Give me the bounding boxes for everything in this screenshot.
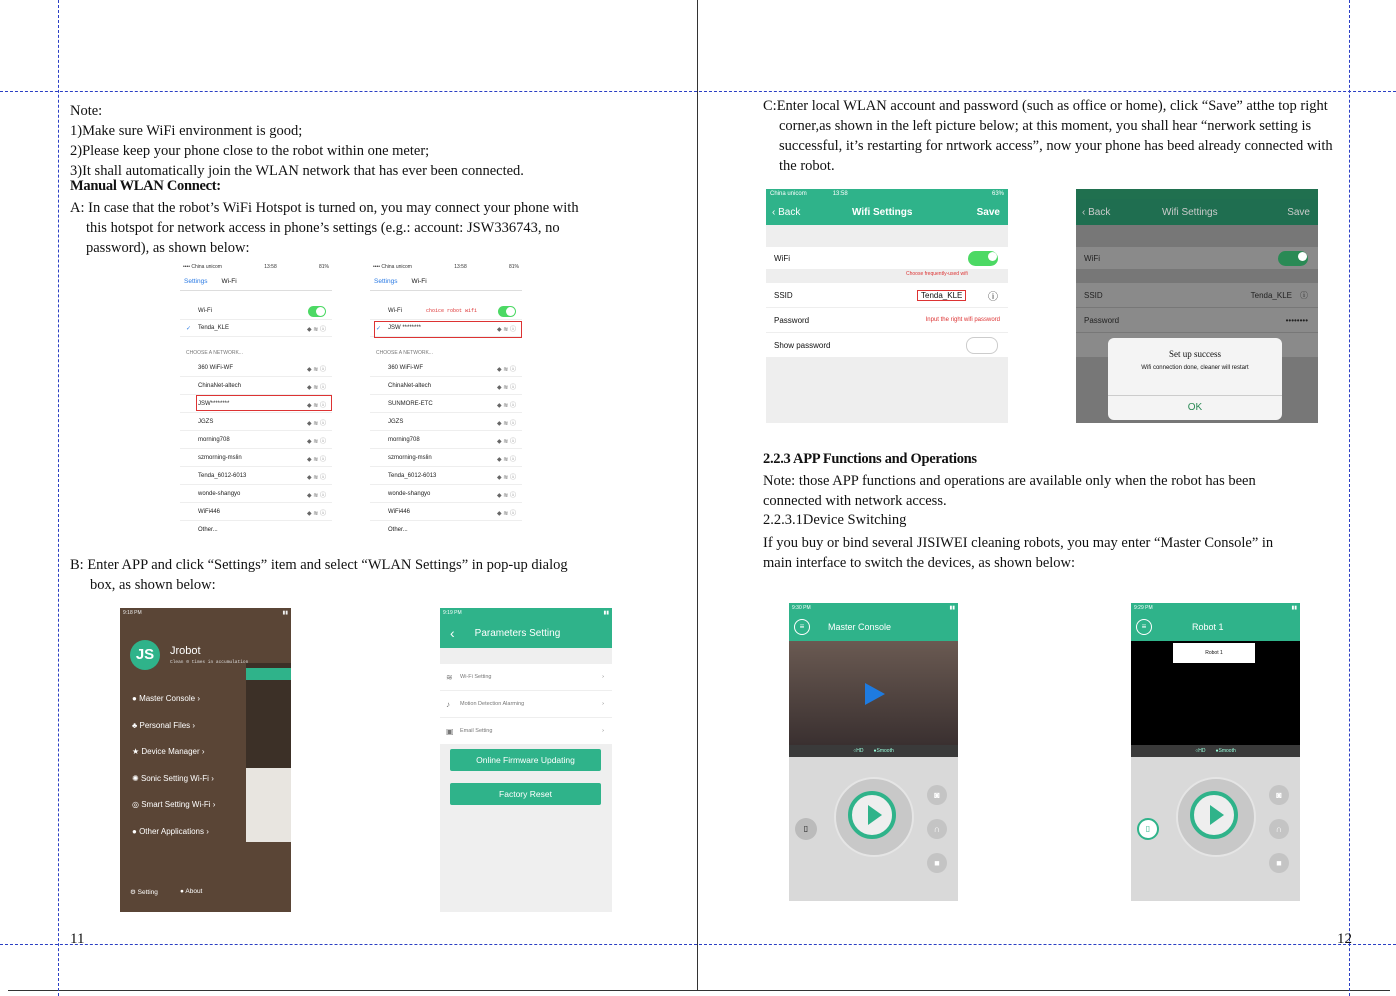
page-number-left: 11: [70, 931, 85, 947]
quality-bar: [789, 745, 958, 757]
crop-line-top: [0, 91, 1396, 92]
para-line-2: connected with network access.: [763, 493, 947, 509]
step-c-line-2: corner,as shown in the left picture below; at this moment, you shall hear “nerwork setting is: [779, 118, 1312, 134]
wifi-toggle-row: Wi-Fi choice robot wifi: [370, 303, 522, 320]
app-subtitle: Clean 0 times in accumulation: [170, 660, 249, 665]
ssid-input[interactable]: Tenda_KLE: [917, 290, 966, 301]
app-menu-screenshot: 9:18 PM ▮▮ JS Jrobot Clean 0 times in accumulation ● Master Console › ♣ Personal Files › ★ Device Manager › ✺ Sonic Setting Wi-Fi › ◎ Smart Setting Wi-Fi › ● Other Applications › ⚙ Setting ● About: [120, 608, 291, 912]
start-icon[interactable]: [1210, 805, 1224, 825]
back-link[interactable]: Settings: [374, 277, 398, 285]
play-icon[interactable]: [865, 683, 885, 705]
step-b-line-1: B: Enter APP and click “Settings” item and select “WLAN Settings” in pop-up dialog: [70, 557, 568, 573]
network-item[interactable]: wonde-shangyo ◆ ≋ ⓘ: [370, 486, 522, 503]
network-item[interactable]: morning708 ◆ ≋ ⓘ: [370, 432, 522, 449]
network-item[interactable]: Other...: [180, 522, 332, 534]
menu-icon[interactable]: ≡: [794, 619, 810, 635]
wifi-toggle-row: Wi-Fi: [180, 303, 332, 320]
dialog-title: Set up success: [1169, 349, 1221, 359]
annotation-ssid: Choose frequently-used wifi: [906, 271, 968, 277]
annotation-password: Input the right wifi password: [925, 317, 1000, 323]
dialog-message: Wifi connection done, cleaner will restart: [1141, 365, 1249, 371]
show-password-row: Show password: [766, 333, 1008, 357]
master-console-screenshot: 9:30 PM ▮▮ ≡ Master Console ○HD ●Smooth ▯ ◙ ∩ ■: [789, 603, 958, 901]
firmware-update-button[interactable]: Online Firmware Updating: [450, 749, 601, 771]
connected-network-row[interactable]: ✓ Tenda_KLE ◆ ≋ ⓘ: [180, 320, 332, 337]
wifi-icon: ≋: [446, 672, 453, 682]
network-item[interactable]: SUNMORE-ETC ◆ ≋ ⓘ: [370, 396, 522, 413]
battery-icon: ▯: [795, 818, 817, 840]
params-header: [440, 618, 612, 648]
network-item[interactable]: wonde-shangyo ◆ ≋ ⓘ: [180, 486, 332, 503]
menu-icon[interactable]: ≡: [1136, 619, 1152, 635]
wifi-header: [766, 199, 1008, 225]
nav-title: Wi-Fi: [411, 277, 427, 285]
menu-item[interactable]: ◎ Smart Setting Wi-Fi ›: [132, 800, 216, 809]
headphone-icon[interactable]: ∩: [1269, 819, 1289, 839]
connected-network-row[interactable]: ✓ JSW ******** ◆ ≋ ⓘ: [370, 320, 522, 337]
menu-item[interactable]: ★ Device Manager ›: [132, 747, 205, 756]
nav-title: Wi-Fi: [221, 277, 237, 285]
robot-dropdown-item[interactable]: Robot 1: [1173, 643, 1255, 663]
ssid-row: SSID Tenda_KLE ⓘ: [766, 283, 1008, 308]
hd-option[interactable]: ○HD: [1195, 748, 1206, 754]
network-item[interactable]: JSW******** ◆ ≋ ⓘ: [180, 396, 332, 413]
note-item-2: 2)Please keep your phone close to the robot within one meter;: [70, 143, 430, 159]
camera-icon[interactable]: ◙: [927, 785, 947, 805]
ios-wifi-screenshot-1: •••• China unicom 13:58 81% Settings Wi-Fi Wi-Fi ✓ Tenda_KLE ◆ ≋ ⓘ CHOOSE A NETWORK... 360 WiFi-WF ◆ ≋ ⓘ ChinaNet-altech ◆ ≋ ⓘ JSW******** ◆ ≋ ⓘ JGZS ◆ ≋ ⓘ morning708 ◆ ≋ ⓘ szmorning-mslin ◆ ≋ ⓘ Tenda_6012-6013 ◆ ≋ ⓘ wonde-shangyo ◆ ≋ ⓘ WiFi446 ◆ ≋ ⓘ Other...: [180, 262, 332, 534]
hd-option[interactable]: ○HD: [853, 748, 864, 754]
ok-button[interactable]: OK: [1108, 395, 1282, 420]
network-item[interactable]: WiFi446 ◆ ≋ ⓘ: [180, 504, 332, 521]
network-item[interactable]: morning708 ◆ ≋ ⓘ: [180, 432, 332, 449]
sonic-icon: ✺: [132, 773, 141, 783]
menu-item[interactable]: ♣ Personal Files ›: [132, 720, 196, 730]
params-title: Parameters Setting: [474, 627, 561, 639]
choose-network-label: CHOOSE A NETWORK...: [186, 349, 243, 356]
password-row[interactable]: Password Input the right wifi password: [766, 308, 1008, 333]
network-item[interactable]: Other...: [370, 522, 522, 534]
parameters-screenshot: 9:19 PM ▮▮ ‹ Parameters Setting ≋ Wi-Fi Setting › ♪ Motion Detection Alarming › ▣ Email Setting › Online Firmware Updating Factory Reset: [440, 608, 612, 912]
page-divider: [697, 0, 698, 990]
bottom-border: [8, 990, 1390, 991]
wifi-toggle[interactable]: [968, 251, 998, 266]
video-feed: [789, 641, 958, 745]
wifi-row: WiFi: [766, 247, 1008, 269]
smooth-option[interactable]: ●Smooth: [873, 748, 894, 754]
setting-link[interactable]: ⚙ Setting: [130, 889, 158, 896]
crop-line-bottom: [0, 944, 1396, 945]
console-icon: ●: [132, 694, 140, 703]
robot-title: Robot 1: [1192, 622, 1224, 632]
network-item[interactable]: Tenda_6012-6013 ◆ ≋ ⓘ: [370, 468, 522, 485]
network-item[interactable]: WiFi446 ◆ ≋ ⓘ: [370, 504, 522, 521]
network-item[interactable]: szmorning-mslin ◆ ≋ ⓘ: [370, 450, 522, 467]
star-icon: ★: [132, 747, 142, 756]
info-icon[interactable]: ⓘ: [988, 291, 998, 303]
direction-pad[interactable]: [834, 777, 914, 857]
video-feed: [1131, 641, 1300, 745]
success-dialog: [1108, 338, 1282, 420]
robot-switch-screenshot: 9:29 PM ▮▮ ≡ Robot 1 Robot 1 ○HD ●Smooth ▯ ◙ ∩ ■: [1131, 603, 1300, 901]
app-logo: JS: [130, 640, 160, 670]
para-line-5: main interface to switch the devices, as shown below:: [763, 555, 1076, 571]
note-item-3: 3)It shall automatically join the WLAN network that has ever been connected.: [70, 163, 524, 179]
note-item-1: 1)Make sure WiFi environment is good;: [70, 123, 303, 139]
quality-bar: [1131, 745, 1300, 757]
smart-icon: ◎: [132, 800, 142, 809]
about-link[interactable]: ● About: [180, 888, 203, 895]
network-item[interactable]: ChinaNet-altech ◆ ≋ ⓘ: [370, 378, 522, 395]
step-c-line-4: the robot.: [779, 158, 835, 174]
lock-icon: ▣: [446, 726, 454, 736]
wifi-settings-screenshot: China unicom 13:58 63% ‹ Back Wifi Settings Save WiFi Choose frequently-used wifi SSID Tenda_KLE ⓘ Password Input the right wifi password Show password: [766, 189, 1008, 423]
choose-network-label: CHOOSE A NETWORK...: [376, 349, 433, 356]
factory-reset-button[interactable]: Factory Reset: [450, 783, 601, 805]
show-password-toggle[interactable]: [966, 337, 998, 354]
wifi-title: Wifi Settings: [852, 206, 913, 218]
start-icon[interactable]: [868, 805, 882, 825]
bell-icon: ♪: [446, 699, 450, 709]
network-item[interactable]: 360 WiFi-WF ◆ ≋ ⓘ: [180, 360, 332, 377]
menu-item[interactable]: ● Other Applications ›: [132, 826, 209, 836]
network-item[interactable]: JGZS ◆ ≋ ⓘ: [180, 414, 332, 431]
app-name: Jrobot: [170, 645, 201, 657]
battery-icon: ▯: [1137, 818, 1159, 840]
step-b-line-2: box, as shown below:: [90, 577, 216, 593]
network-item[interactable]: 360 WiFi-WF ◆ ≋ ⓘ: [370, 360, 522, 377]
wifi-success-screenshot: ‹ Back Wifi Settings Save WiFi SSID Tenda_KLE ⓘ Password •••••••• Set up success Wifi connection done, cleaner will restart OK: [1076, 189, 1318, 423]
video-icon[interactable]: ■: [1269, 853, 1289, 873]
apps-icon: ●: [132, 826, 140, 836]
step-c-line-3: successful, it’s restarting for nrtwork access”, now your phone has beed already connected with: [779, 138, 1333, 154]
annotation: choice robot wifi: [426, 308, 478, 314]
back-button[interactable]: ‹ Back: [772, 206, 801, 218]
params-row-email[interactable]: ▣ Email Setting ›: [446, 726, 604, 736]
back-link[interactable]: Settings: [184, 277, 208, 285]
camera-icon[interactable]: ◙: [1269, 785, 1289, 805]
step-a-line-1: A: In case that the robot’s WiFi Hotspot is turned on, you may connect your phone with: [70, 200, 579, 216]
headphone-icon[interactable]: ∩: [927, 819, 947, 839]
menu-item[interactable]: ✺ Sonic Setting Wi-Fi ›: [132, 773, 214, 783]
menu-item[interactable]: ● Master Console ›: [132, 694, 200, 703]
direction-pad[interactable]: [1176, 777, 1256, 857]
para-line-1: Note: those APP functions and operations are available only when the robot has been: [763, 473, 1256, 489]
app-functions-heading: 2.2.3 APP Functions and Operations: [763, 451, 977, 467]
highlight-box: [196, 395, 332, 411]
wifi-toggle[interactable]: [498, 306, 516, 317]
highlight-box: [374, 321, 522, 338]
network-item[interactable]: ChinaNet-altech ◆ ≋ ⓘ: [180, 378, 332, 395]
step-a-line-2: this hotspot for network access in phone’s settings (e.g.: account: JSW336743, no: [86, 220, 560, 236]
back-arrow-icon[interactable]: ‹: [450, 625, 455, 641]
para-line-4: If you buy or bind several JISIWEI cleaning robots, you may enter “Master Console” in: [763, 535, 1274, 551]
crop-line-left: [58, 0, 59, 996]
network-item[interactable]: Tenda_6012-6013 ◆ ≋ ⓘ: [180, 468, 332, 485]
save-button[interactable]: Save: [976, 206, 1000, 218]
step-a-line-3: password), as shown below:: [86, 240, 250, 256]
crop-line-right: [1349, 0, 1350, 996]
note-label: Note:: [70, 103, 103, 119]
step-c-line-1: C:Enter local WLAN account and password (such as office or home), click “Save” atthe top right: [763, 98, 1328, 114]
video-icon[interactable]: ■: [927, 853, 947, 873]
console-title: Master Console: [828, 622, 892, 632]
network-item[interactable]: JGZS ◆ ≋ ⓘ: [370, 414, 522, 431]
files-icon: ♣: [132, 720, 140, 730]
device-switching-heading: 2.2.3.1Device Switching: [763, 512, 907, 528]
smooth-option[interactable]: ●Smooth: [1215, 748, 1236, 754]
page-number-right: 12: [1337, 931, 1352, 947]
params-row-wifi[interactable]: ≋ Wi-Fi Setting ›: [440, 664, 612, 691]
wifi-toggle[interactable]: [308, 306, 326, 317]
ios-wifi-screenshot-2: •••• China unicom 13:58 81% Settings Wi-Fi Wi-Fi choice robot wifi ✓ JSW ******** ◆ ≋ ⓘ CHOOSE A NETWORK... 360 WiFi-WF ◆ ≋ ⓘ ChinaNet-altech ◆ ≋ ⓘ SUNMORE-ETC ◆ ≋ ⓘ JGZS ◆ ≋ ⓘ morning708 ◆ ≋ ⓘ szmorning-mslin ◆ ≋ ⓘ Tenda_6012-6013 ◆ ≋ ⓘ wonde-shangyo ◆ ≋ ⓘ WiFi446 ◆ ≋ ⓘ Other...: [370, 262, 522, 534]
params-row-motion[interactable]: ♪ Motion Detection Alarming ›: [440, 691, 612, 718]
manual-wlan-heading: Manual WLAN Connect:: [70, 178, 221, 194]
network-item[interactable]: szmorning-mslin ◆ ≋ ⓘ: [180, 450, 332, 467]
